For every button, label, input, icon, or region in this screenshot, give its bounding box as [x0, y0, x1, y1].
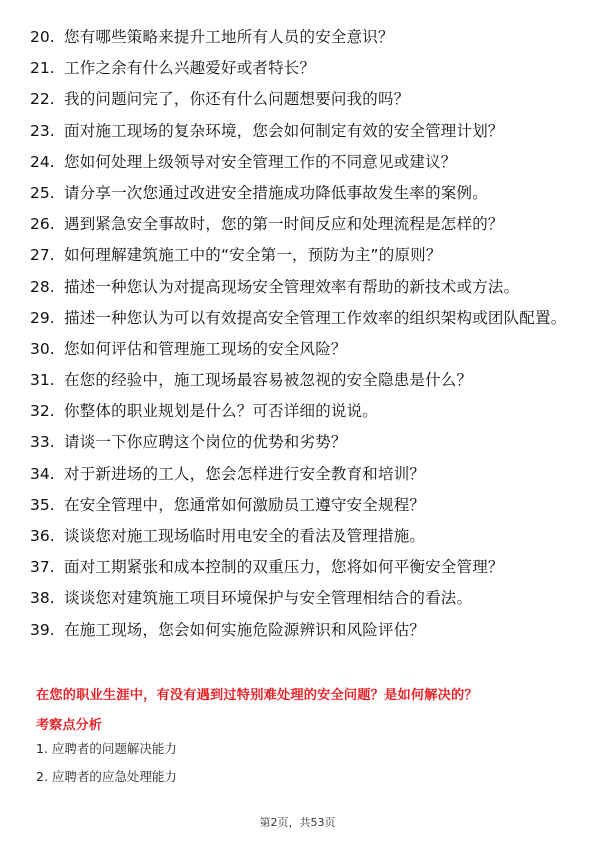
question-number: 31. — [30, 371, 55, 390]
question-number: 29. — [30, 308, 55, 327]
question-text: 在安全管理中，您通常如何激励员工遵守安全规程？ — [64, 495, 426, 514]
question-number: 38. — [30, 589, 55, 608]
question-text: 谈谈您对施工现场临时用电安全的看法及管理措施。 — [64, 527, 426, 545]
question-item — [30, 182, 570, 204]
question-number: 32. — [30, 402, 55, 421]
question-number: 26. — [30, 215, 55, 234]
question-item — [30, 26, 570, 48]
question-number: 36. — [30, 527, 55, 545]
question-item — [30, 556, 570, 578]
question-item — [30, 213, 570, 235]
question-number: 24. — [30, 152, 55, 171]
question-item — [30, 88, 570, 110]
question-item — [30, 463, 570, 485]
question-item — [30, 587, 570, 609]
question-item — [30, 619, 570, 641]
question-text: 在施工现场，您会如何实施危险源辨识和风险评估？ — [64, 620, 426, 639]
question-text: 面对工期紧张和成本控制的双重压力，您将如何平衡安全管理？ — [64, 558, 504, 577]
question-text: 对于新进场的工人，您会怎样进行安全教育和培训？ — [64, 464, 426, 483]
question-text: 描述一种您认为对提高现场安全管理效率有帮助的新技术或方法。 — [64, 277, 520, 296]
analysis-list — [36, 740, 177, 796]
question-text: 您有哪些策略来提升工地所有人员的安全意识？ — [64, 28, 394, 46]
question-text: 您如何处理上级领导对安全管理工作的不同意见或建议？ — [64, 152, 457, 171]
question-item — [30, 276, 570, 298]
question-number: 20. — [30, 28, 55, 46]
question-text: 面对施工现场的复杂环境，您会如何制定有效的安全管理计划？ — [64, 121, 504, 140]
question-item — [30, 369, 570, 391]
analysis-point: 2. 应聘者的应急处理能力 — [36, 769, 177, 784]
question-text: 谈谈您对建筑施工项目环境保护与安全管理相结合的看法。 — [64, 589, 473, 608]
question-number: 22. — [30, 90, 55, 109]
page-footer: 第2页，共53页 — [259, 816, 336, 829]
question-item — [30, 400, 570, 422]
analysis-title: 考察点分析 — [36, 718, 102, 733]
question-text: 遇到紧急安全事故时，您的第一时间反应和处理流程是怎样的？ — [64, 215, 504, 234]
question-text: 请谈一下你应聘这个岗位的优势和劣势？ — [64, 433, 347, 452]
question-number: 33. — [30, 433, 55, 452]
question-text: 请分享一次您通过改进安全措施成功降低事故发生率的案例。 — [64, 183, 488, 202]
question-number: 23. — [30, 121, 55, 140]
question-number: 35. — [30, 495, 55, 514]
highlight-question: 在您的职业生涯中，有没有遇到过特别难处理的安全问题？是如何解决的？ — [36, 688, 478, 703]
question-item — [30, 151, 570, 173]
question-item — [30, 307, 570, 329]
question-list — [30, 26, 570, 650]
question-item — [30, 338, 570, 360]
question-number: 39. — [30, 620, 55, 639]
question-number: 25. — [30, 183, 55, 202]
question-text: 你整体的职业规划是什么？可否详细的说说。 — [64, 402, 379, 421]
question-number: 21. — [30, 59, 55, 78]
question-text: 描述一种您认为可以有效提高安全管理工作效率的组织架构或团队配置。 — [64, 308, 567, 327]
analysis-point: 1. 应聘者的问题解决能力 — [36, 741, 177, 756]
question-item — [30, 431, 570, 453]
question-number: 34. — [30, 464, 55, 483]
question-item — [30, 525, 570, 547]
question-item — [30, 244, 570, 266]
question-item — [30, 57, 570, 79]
question-number: 30. — [30, 339, 55, 358]
question-text: 您如何评估和管理施工现场的安全风险？ — [64, 339, 347, 358]
question-text: 我的问题问完了，你还有什么问题想要问我的吗？ — [64, 90, 410, 109]
question-number: 37. — [30, 558, 55, 577]
question-number: 27. — [30, 246, 55, 265]
question-item — [30, 494, 570, 516]
question-text: 在您的经验中，施工现场最容易被忽视的安全隐患是什么？ — [64, 371, 473, 390]
question-number: 28. — [30, 277, 55, 296]
question-item — [30, 120, 570, 142]
question-text: 如何理解建筑施工中的“安全第一，预防为主”的原则？ — [64, 246, 442, 265]
question-text: 工作之余有什么兴趣爱好或者特长？ — [64, 59, 316, 78]
